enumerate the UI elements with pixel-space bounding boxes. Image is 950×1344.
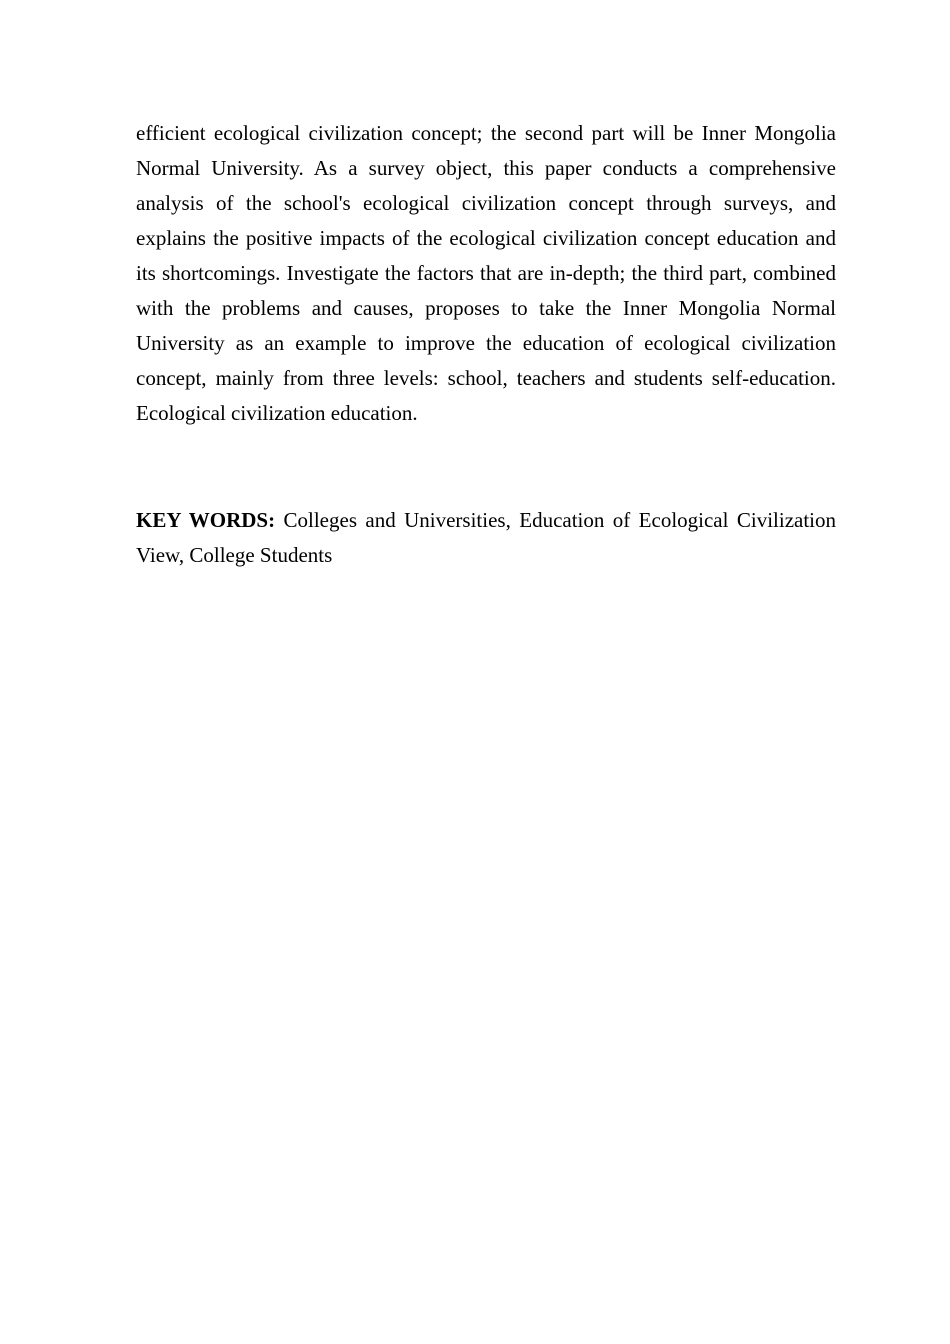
abstract-paragraph: efficient ecological civilization concept; the second part will be Inner Mongolia Normal University. As a survey object, this paper conducts a comprehensive analysis of the school's ecological civilization concept through surveys, and explains the positive impacts of the ecological civilization concept education and its shortcomings. Investigate the factors that are in-depth; the third part, combined with the problems and causes, proposes to take the Inner Mongolia Normal University as an example to improve the education of ecological civilization concept, mainly from three levels: school, teachers and students self-education. Ecological civilization education. <box>136 121 836 425</box>
keywords-label: KEY WORDS: <box>136 508 276 532</box>
keywords-list: Colleges and Universities, Education of Ecological Civilization View, College Students <box>136 508 837 567</box>
keywords-paragraph <box>136 503 836 573</box>
